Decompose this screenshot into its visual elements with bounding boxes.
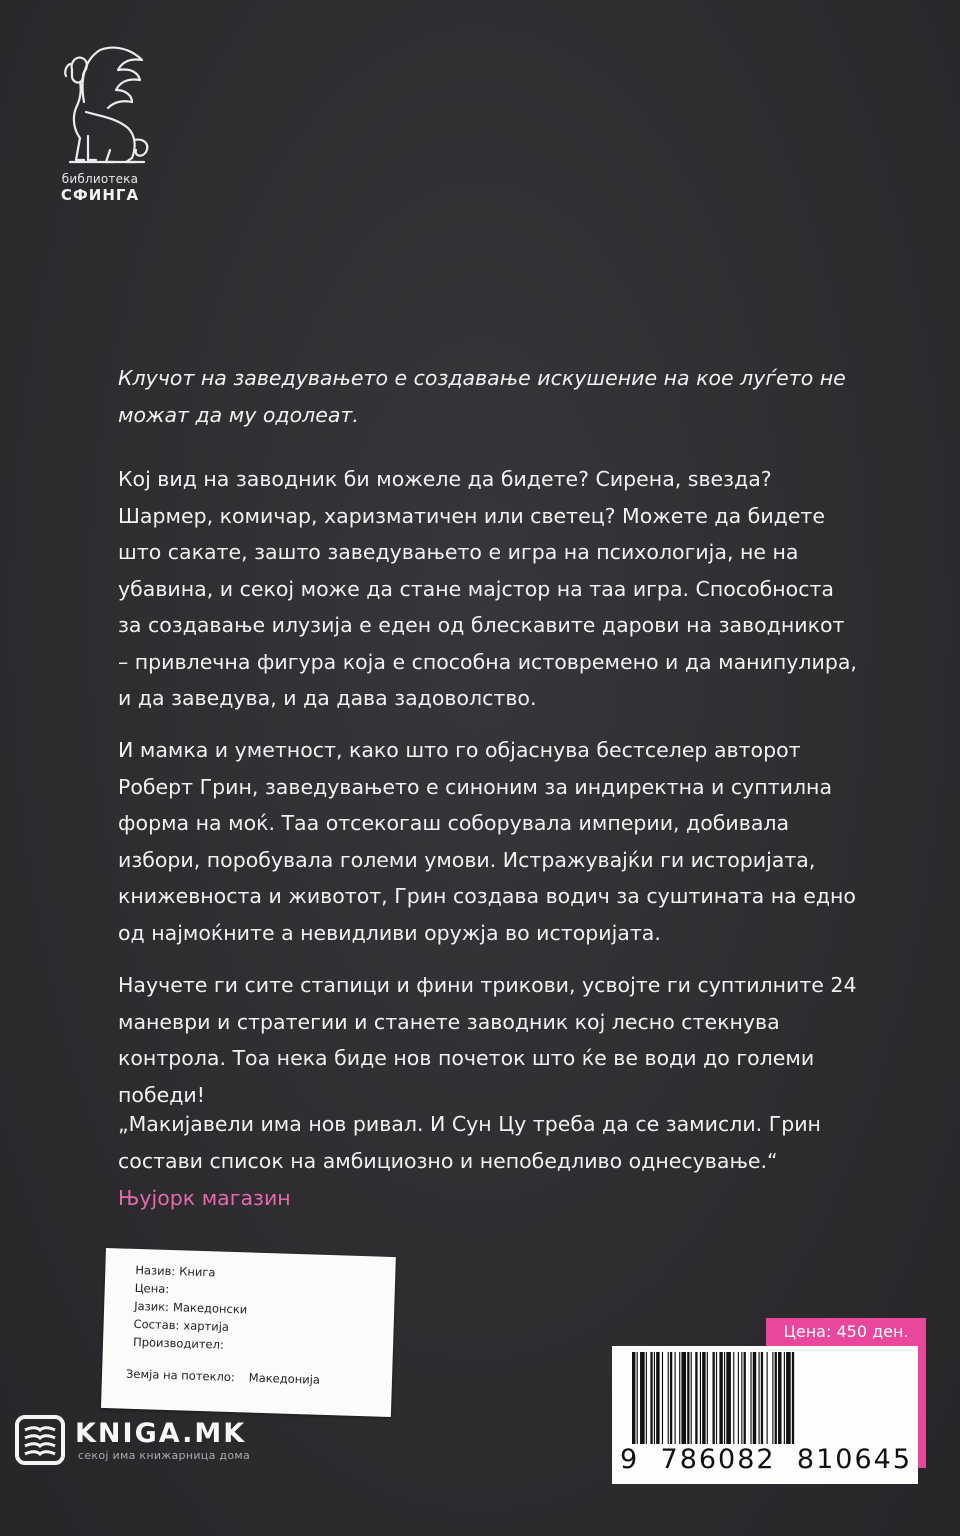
barcode-bar [662, 1352, 663, 1444]
barcode-bars [632, 1352, 900, 1444]
barcode-bar [675, 1352, 676, 1444]
sticker-material-label: Состав: [133, 1316, 180, 1333]
barcode-bar [724, 1352, 725, 1444]
review-quote: „Макијавели има нов ривал. И Сун Цу треба да се замисли. Грин состави список на амбициозно и непобедливо однесување.“ [118, 1112, 821, 1173]
barcode-bar [691, 1352, 692, 1444]
barcode-bar [650, 1352, 652, 1444]
barcode-bar [707, 1352, 708, 1444]
barcode-bar [759, 1352, 760, 1444]
barcode-bar [784, 1352, 785, 1444]
paragraph-1: Кој вид на заводник би можеле да бидете? Сирена, ѕвезда? Шармер, комичар, харизматичен или светец? Можете да бидете што сакате, зашто заведувањето е игра на психологија, не на убавина, и секој може да стане мајстор на таа игра. Способноста за создавање илузија е еден од блескавите дарови на заводникот – привлечна фигура која е способна истовремено и да манипулира, и да заведува, и да дава задоволство. [118, 467, 857, 710]
barcode-bar [778, 1352, 781, 1444]
barcode-bar [738, 1352, 739, 1444]
isbn-left-group: 786082 [660, 1444, 776, 1475]
barcode-bar [679, 1352, 680, 1444]
sticker-name-value: Книга [179, 1264, 216, 1280]
sticker-language-label: Јазик: [133, 1298, 170, 1315]
barcode-bar [656, 1352, 659, 1444]
barcode-bar [761, 1352, 763, 1444]
barcode-bar [681, 1352, 686, 1444]
sticker-origin-value: Македонија [248, 1370, 321, 1387]
barcode-bar [695, 1352, 697, 1444]
sticker-language-value: Македонски [172, 1300, 248, 1317]
barcode-bar [750, 1352, 751, 1444]
sticker-producer-label: Производител: [132, 1334, 225, 1352]
paragraph-2: И мамка и уметност, како што го објаснува бестселер авторот Роберт Грин, заведувањето е синоним за индиректна и суптилна форма на моќ. Таа отсекогаш соборувала империи, добивала избори, поробувала големи умови. Истражувајќи ги историјата, книжевноста и животот, Грин создава водич за суштината на едно од најмоќните а невидливи оружја во историјата. [118, 738, 856, 945]
barcode-bar [637, 1352, 638, 1444]
product-label-sticker [101, 1248, 396, 1417]
barcode-bar [700, 1352, 701, 1444]
barcode-bar [668, 1352, 669, 1444]
isbn-number [620, 1444, 912, 1475]
barcode-bar [719, 1352, 722, 1444]
barcode-bar [632, 1352, 635, 1444]
barcode-bar [775, 1352, 777, 1444]
barcode-bar [726, 1352, 731, 1444]
store-slogan: секој има книжарница дома [78, 1449, 250, 1462]
barcode-bar [753, 1352, 756, 1444]
kniga-book-icon [14, 1414, 66, 1466]
sticker-material-value: хартија [183, 1318, 230, 1334]
barcode-bar [702, 1352, 705, 1444]
publisher-name: СФИНГА [60, 186, 140, 204]
isbn-lead-digit: 9 [620, 1444, 640, 1475]
tagline: Клучот на заведувањето е создавање искушение на кое луѓето не можат да му одолеат. [118, 366, 846, 427]
paragraph-3: Научете ги сите стапици и фини трикови, усвојте ги суптилните 24 маневри и стратегии и станете заводник кој лесно стекнува контрола. Тоа нека биде нов почеток што ќе ве води до големи победи! [118, 973, 857, 1107]
barcode-bar [744, 1352, 746, 1444]
barcode-bar [713, 1352, 715, 1444]
barcode-bar [741, 1352, 742, 1444]
barcode-bar [716, 1352, 717, 1444]
barcode-bar [640, 1352, 645, 1444]
store-name: KNIGA.MK [75, 1418, 247, 1449]
sticker-origin-label: Земја на потекло: [125, 1366, 236, 1385]
barcode-bar [786, 1352, 791, 1444]
publisher-series-label: библиотека [61, 172, 139, 186]
barcode-bar [792, 1352, 794, 1444]
review-source: Њујорк магазин [118, 1186, 291, 1210]
barcode-bar [654, 1352, 655, 1444]
barcode-bar [670, 1352, 672, 1444]
sticker-price-label: Цена: [134, 1280, 170, 1297]
barcode [612, 1346, 918, 1484]
barcode-bar [687, 1352, 689, 1444]
price-tag: Цена: 450 ден. [766, 1318, 926, 1346]
sticker-name-label: Назив: [135, 1262, 176, 1279]
barcode-bar [646, 1352, 647, 1444]
barcode-bar [772, 1352, 773, 1444]
barcode-bar [733, 1352, 734, 1444]
isbn-right-group: 810645 [796, 1444, 912, 1475]
barcode-bar [767, 1352, 768, 1444]
